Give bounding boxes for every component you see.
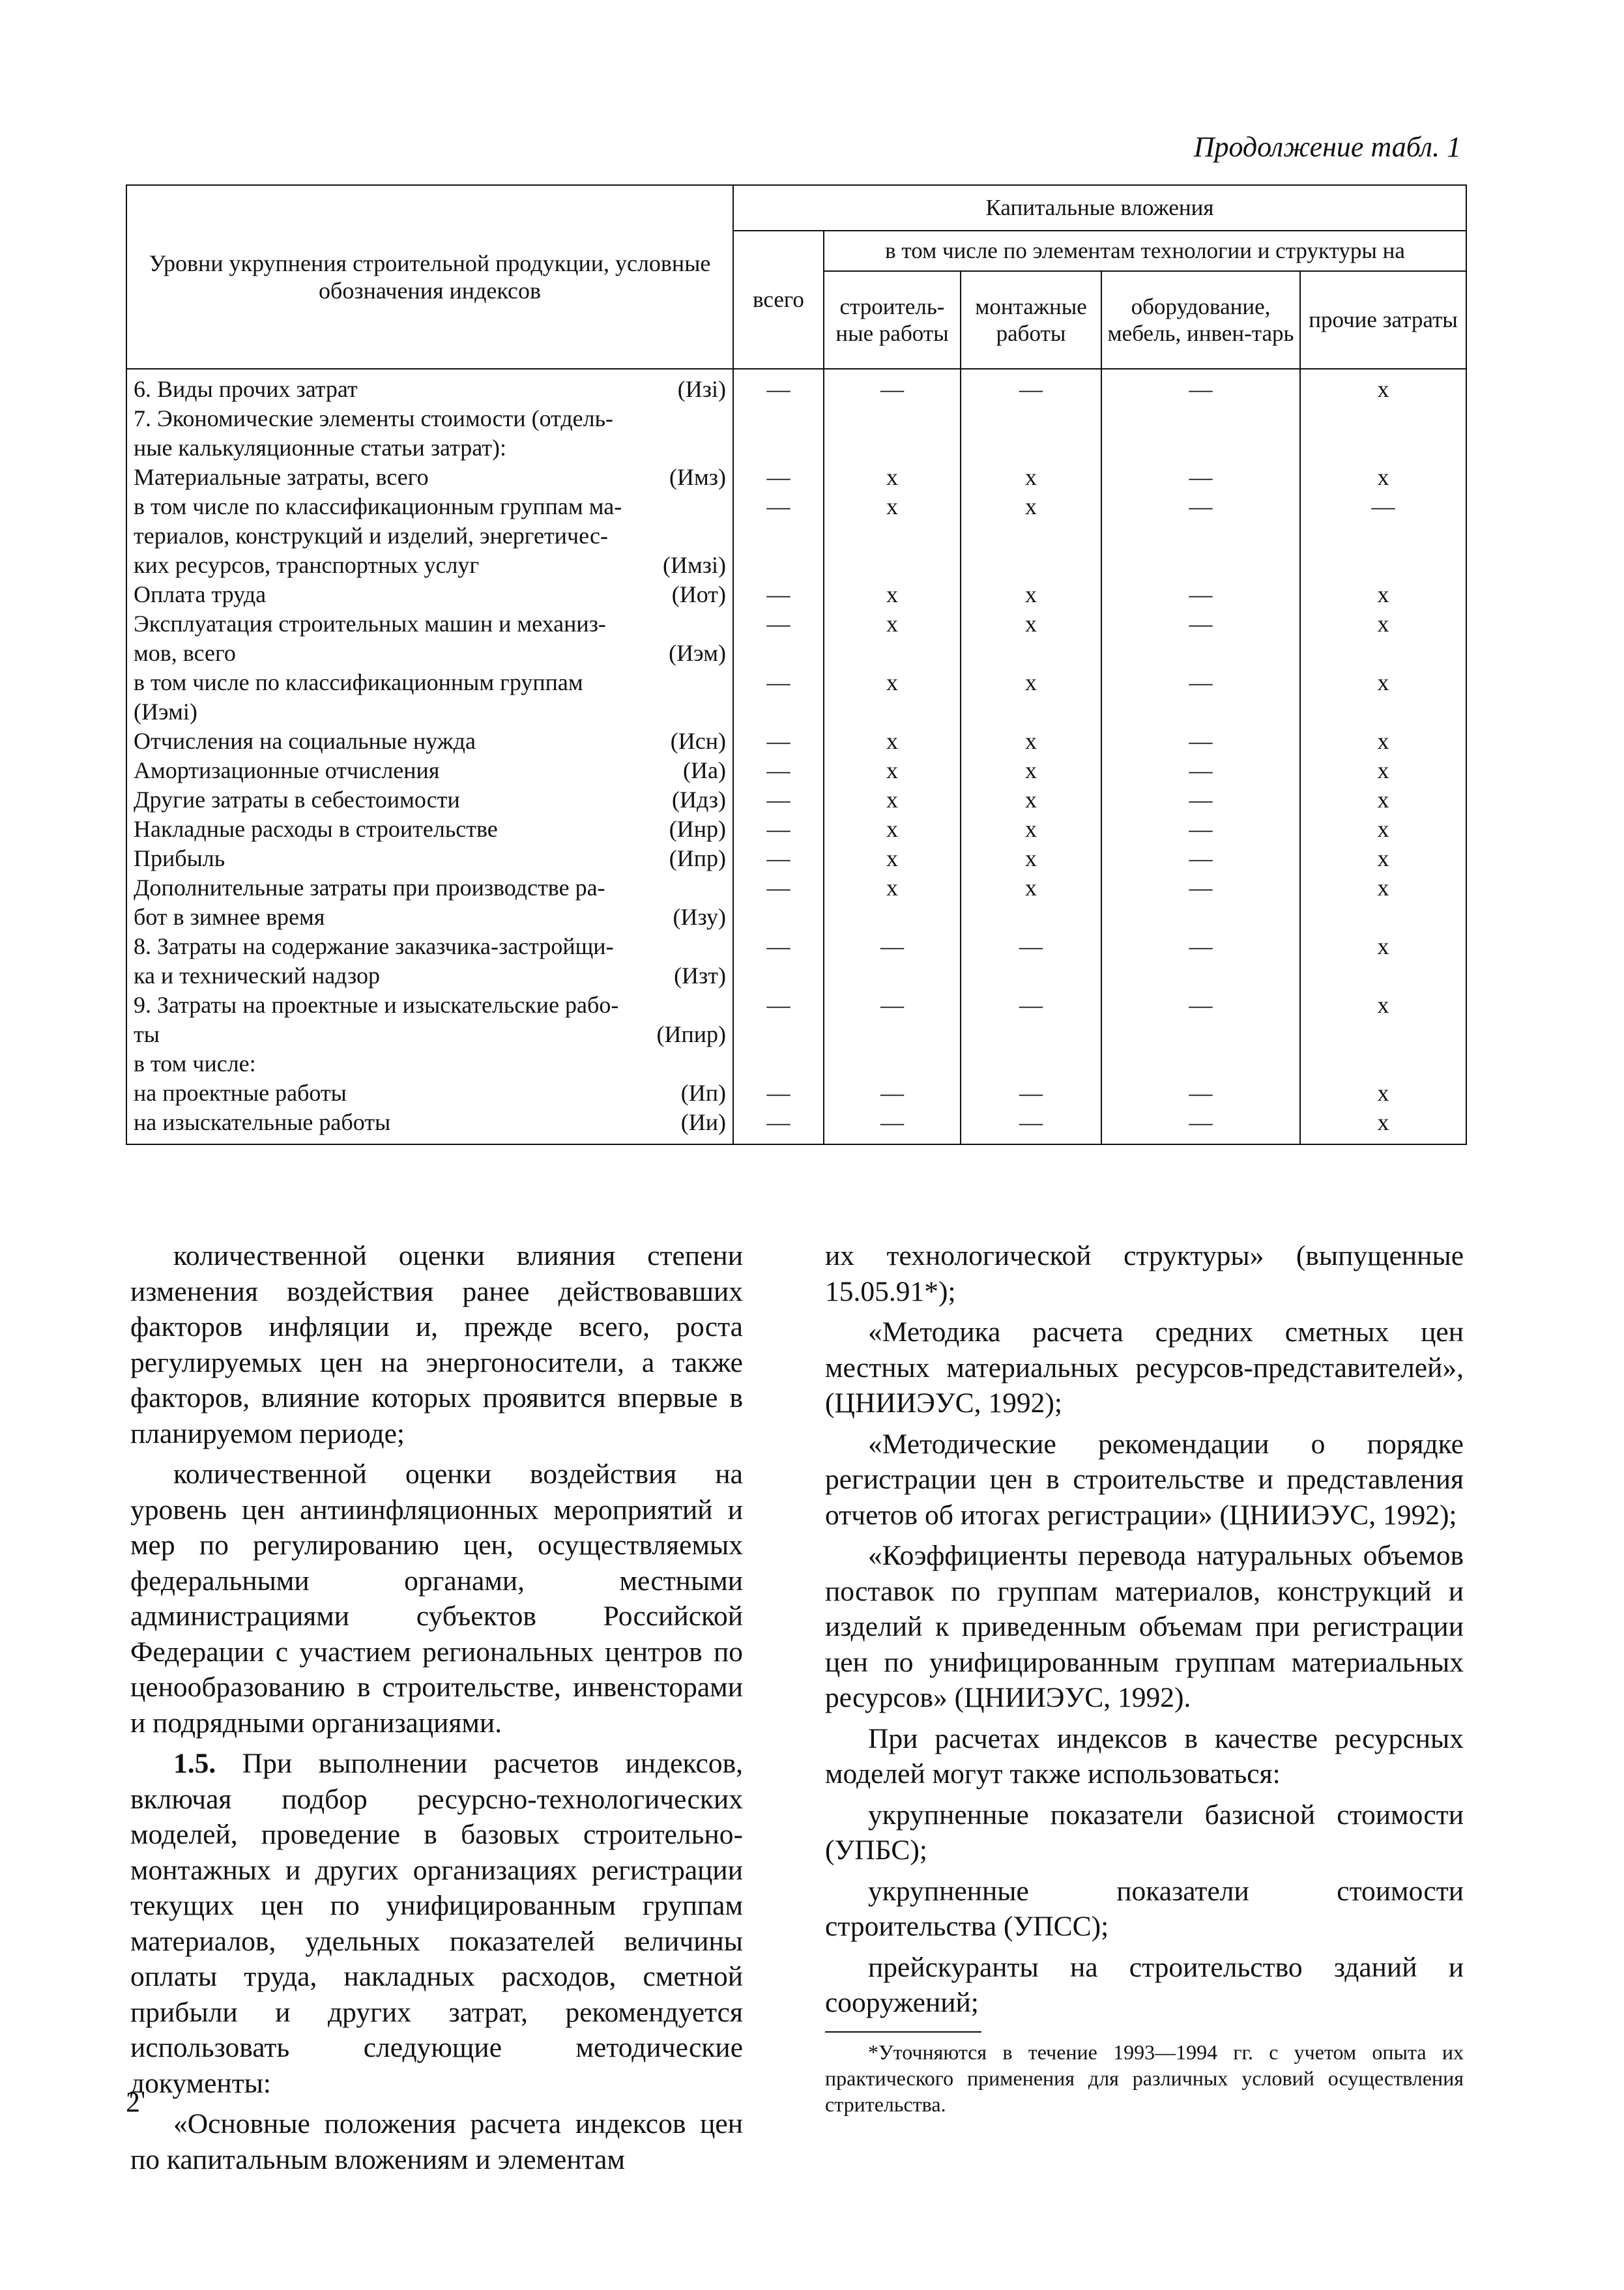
header-equipment: оборудование, мебель, инвен-тарь — [1101, 271, 1300, 369]
row-index-code — [719, 991, 726, 1020]
right-paragraph-4: «Коэффициенты перевода натуральных объемов поставок по группам материалов, конструкций и изделий к приведенным объемам при регистрации цен по унифицированным группам материальных ресурсов» (ЦНИИЭУС, 1992). — [825, 1540, 1464, 1713]
header-construction: строитель-ные работы — [824, 271, 961, 369]
cell-total: — — [733, 1079, 824, 1108]
right-paragraph-5: При расчетах индексов в качестве ресурсных моделей могут также использоваться: — [825, 1722, 1464, 1790]
table-row — [126, 580, 1466, 609]
footnote: *Уточняются в течение 1993—1994 гг. с учетом опыта их практического применения для различных условий осуществления стрительства. — [825, 2040, 1464, 2116]
cell-equipment: — — [1101, 1079, 1300, 1108]
table-row — [126, 1079, 1466, 1108]
table-row — [126, 873, 1466, 932]
table-row — [126, 815, 1466, 844]
row-index-code — [719, 873, 726, 903]
row-label-line — [134, 404, 726, 433]
right-paragraph-3: «Методические рекомендации о порядке регистрации цен в строительстве и представления отчетов об итогах регистрации» (ЦНИИЭУС, 1992); — [825, 1428, 1464, 1531]
row-label-line — [134, 961, 726, 991]
cell-equipment: — — [1101, 873, 1300, 932]
row-label-text: Накладные расходы в строительстве — [134, 816, 498, 842]
row-index-code — [719, 668, 726, 697]
row-index-code: (Ипр) — [669, 845, 726, 871]
table-row — [126, 1108, 1466, 1144]
row-label-text: в том числе по классификационным группам — [134, 669, 583, 695]
index-table-wrapper — [126, 184, 1466, 1145]
cell-total: — — [733, 369, 824, 404]
row-label-line — [134, 1108, 726, 1137]
cell-equipment: — — [1101, 369, 1300, 404]
row-label-line — [134, 580, 726, 609]
row-label-text: Материальные затраты, всего — [134, 464, 429, 490]
cell-other: x — [1300, 873, 1466, 932]
row-label-line — [134, 873, 726, 903]
row-label-text: на изыскательные работы — [134, 1109, 391, 1135]
cell-equipment: — — [1101, 668, 1300, 727]
left-paragraph-last: «Основные положения расчета индексов цен по капитальным вложениям и элементам — [130, 2108, 743, 2175]
row-label — [126, 844, 733, 873]
row-label — [126, 580, 733, 609]
header-installation: монтажные работы — [961, 271, 1101, 369]
row-label — [126, 668, 733, 727]
left-paragraph-2: количественной оценки воздействия на уровень цен антиинфляционных мероприятий и мер по регулированию цен, осуществляемых федеральными органами, местными администрациями субъектов Российской Федерации с участием региональных центров по ценообразованию в строительстве, инвенсторами и подрядными организациями. — [130, 1458, 743, 1739]
cell-total: — — [733, 932, 824, 991]
row-label-text: ка и технический надзор — [134, 963, 380, 989]
row-label-text: Амортизационные отчисления — [134, 757, 440, 783]
row-index-code: (Ии) — [680, 1109, 726, 1135]
cell-other: x — [1300, 844, 1466, 873]
cell-installation: x — [961, 815, 1101, 844]
cell-construction: — — [824, 991, 961, 1049]
left-paragraph-1: количественной оценки влияния степени изменения воздействия ранее действовавших факторов инфляции и, прежде всего, роста регулируемых цен на энергоносители, а также факторов, влияние которых проявится впервые в планируемом периоде; — [130, 1240, 743, 1449]
row-index-code — [719, 433, 726, 463]
cell-construction: x — [824, 727, 961, 756]
cell-construction: x — [824, 756, 961, 785]
table-row — [126, 932, 1466, 991]
cell-other: x — [1300, 1079, 1466, 1108]
cell-installation: x — [961, 727, 1101, 756]
row-index-code: (Изт) — [674, 963, 726, 989]
row-label — [126, 369, 733, 404]
cell-construction: — — [824, 1079, 961, 1108]
cell-construction: x — [824, 580, 961, 609]
row-label-text: 8. Затраты на содержание заказчика-застройщи- — [134, 933, 614, 959]
row-index-code — [719, 932, 726, 961]
row-label — [126, 609, 733, 668]
row-label — [126, 463, 733, 492]
cell-construction: — — [824, 1108, 961, 1144]
table-row — [126, 844, 1466, 873]
row-label-line — [134, 492, 726, 521]
table-row — [126, 756, 1466, 785]
row-index-code: (Ип) — [680, 1080, 726, 1106]
row-label-line — [134, 903, 726, 932]
cell-installation: x — [961, 463, 1101, 492]
cell-equipment: — — [1101, 991, 1300, 1049]
cell-equipment: — — [1101, 815, 1300, 844]
cell-equipment — [1101, 1049, 1300, 1079]
row-index-code: (Идз) — [672, 787, 726, 813]
cell-total: — — [733, 463, 824, 492]
cell-other: x — [1300, 756, 1466, 785]
left-column — [130, 1238, 743, 2182]
row-label-text: бот в зимнее время — [134, 904, 325, 930]
row-label-line — [134, 1049, 726, 1079]
cell-total: — — [733, 580, 824, 609]
cell-equipment: — — [1101, 463, 1300, 492]
row-label-line — [134, 463, 726, 492]
cell-construction: x — [824, 492, 961, 580]
row-label-line — [134, 375, 726, 404]
left-paragraph-numbered — [130, 1746, 743, 2101]
row-index-code: (Имз) — [669, 464, 726, 490]
table-row — [126, 727, 1466, 756]
cell-installation: — — [961, 932, 1101, 991]
row-label-line — [134, 844, 726, 873]
cell-construction: x — [824, 668, 961, 727]
header-capital: Капитальные вложения — [733, 185, 1466, 231]
cell-construction: — — [824, 369, 961, 404]
cell-other: x — [1300, 932, 1466, 991]
right-paragraph-1: их технологической структуры» (выпущенные 15.05.91*); — [825, 1240, 1464, 1307]
cell-total: — — [733, 815, 824, 844]
row-label — [126, 727, 733, 756]
right-paragraph-2: «Методика расчета средних сметных цен местных материальных ресурсов-представителей», (ЦНИИЭУС, 1992); — [825, 1316, 1464, 1419]
row-label-line — [134, 756, 726, 785]
cell-total: — — [733, 873, 824, 932]
row-label — [126, 815, 733, 844]
row-index-code — [719, 1049, 726, 1079]
cell-equipment: — — [1101, 727, 1300, 756]
row-label-line — [134, 551, 726, 580]
row-label-text: Другие затраты в себестоимости — [134, 787, 460, 813]
cell-total: — — [733, 756, 824, 785]
row-label — [126, 991, 733, 1049]
row-label-text: Отчисления на социальные нужда — [134, 728, 476, 754]
row-label-text: мов, всего — [134, 640, 236, 666]
row-label-text: 6. Виды прочих затрат — [134, 376, 358, 402]
row-label — [126, 492, 733, 580]
cell-construction: x — [824, 815, 961, 844]
row-label-text: Оплата труда — [134, 581, 267, 607]
row-label-line — [134, 639, 726, 668]
cell-construction: x — [824, 785, 961, 815]
page-number: 2 — [126, 2086, 140, 2118]
cell-equipment: — — [1101, 492, 1300, 580]
table-caption: Продолжение табл. 1 — [1193, 131, 1461, 163]
row-label-line — [134, 521, 726, 551]
cell-other — [1300, 1049, 1466, 1079]
row-index-code: (Исн) — [670, 728, 726, 754]
row-index-code — [719, 697, 726, 727]
row-label-text: в том числе: — [134, 1051, 256, 1077]
row-label-text: ких ресурсов, транспортных услуг — [134, 552, 480, 578]
table-body — [126, 369, 1466, 1144]
cell-installation — [961, 404, 1101, 463]
header-levels: Уровни укрупнения строительной продукции, условные обозначения индексов — [126, 185, 733, 369]
row-index-code: (Изi) — [677, 376, 726, 402]
row-index-code: (Иа) — [683, 757, 726, 783]
cell-other: x — [1300, 463, 1466, 492]
cell-other: x — [1300, 785, 1466, 815]
table-row — [126, 609, 1466, 668]
row-label-line — [134, 433, 726, 463]
row-label-line — [134, 697, 726, 727]
right-paragraph-8: прейскуранты на строительство зданий и сооружений; — [825, 1951, 1464, 2018]
row-index-code: (Инр) — [669, 816, 726, 842]
footnote-rule — [825, 2031, 981, 2033]
cell-total — [733, 1049, 824, 1079]
cell-construction: x — [824, 463, 961, 492]
cell-construction: x — [824, 873, 961, 932]
row-label-line — [134, 991, 726, 1020]
cell-construction: — — [824, 932, 961, 991]
row-label-text: Дополнительные затраты при производстве ра- — [134, 875, 605, 901]
cell-total: — — [733, 991, 824, 1049]
cell-equipment: — — [1101, 1108, 1300, 1144]
cell-equipment: — — [1101, 844, 1300, 873]
cell-other: x — [1300, 815, 1466, 844]
cell-installation: x — [961, 492, 1101, 580]
row-label — [126, 1108, 733, 1144]
row-label-text: ты — [134, 1021, 160, 1047]
row-label-text: 7. Экономические элементы стоимости (отдель- — [134, 405, 614, 431]
cell-other: x — [1300, 369, 1466, 404]
row-label-line — [134, 1020, 726, 1049]
table-row — [126, 492, 1466, 580]
row-index-code: (Имзi) — [663, 552, 726, 578]
row-label-line — [134, 609, 726, 639]
section-text: При выполнении расчетов индексов, включая подбор ресурсно-технологических моделей, проведение в базовых строительно-монтажных и других организациях регистрации текущих цен по унифицированным группам материалов, удельных показателей величины оплаты труда, накладных расходов, сметной прибыли и других затрат, рекомендуется использовать следующие методические документы: — [130, 1748, 743, 2099]
row-index-code — [719, 404, 726, 433]
cell-installation: x — [961, 756, 1101, 785]
row-label — [126, 873, 733, 932]
cell-total: — — [733, 668, 824, 727]
cell-total: — — [733, 492, 824, 580]
table-row — [126, 785, 1466, 815]
cell-equipment: — — [1101, 756, 1300, 785]
cell-installation — [961, 1049, 1101, 1079]
cell-other: — — [1300, 492, 1466, 580]
row-label-line — [134, 815, 726, 844]
cell-other: x — [1300, 1108, 1466, 1144]
cell-construction: x — [824, 844, 961, 873]
header-other: прочие затраты — [1300, 271, 1466, 369]
row-label — [126, 756, 733, 785]
row-index-code: (Ипир) — [656, 1021, 726, 1047]
cell-equipment: — — [1101, 609, 1300, 668]
row-index-code — [719, 521, 726, 551]
cell-installation: x — [961, 844, 1101, 873]
row-label-line — [134, 785, 726, 815]
cell-installation: — — [961, 1108, 1101, 1144]
cell-installation: x — [961, 609, 1101, 668]
cell-installation: x — [961, 580, 1101, 609]
row-index-code: (Изу) — [673, 904, 726, 930]
row-label — [126, 1079, 733, 1108]
cell-total — [733, 404, 824, 463]
row-label — [126, 785, 733, 815]
row-label — [126, 404, 733, 463]
header-total: всего — [733, 231, 824, 369]
row-label-text: Прибыль — [134, 845, 225, 871]
section-number: 1.5. — [173, 1748, 216, 1779]
cell-equipment — [1101, 404, 1300, 463]
row-label-text: Эксплуатация строительных машин и механиз- — [134, 611, 606, 637]
row-label — [126, 932, 733, 991]
index-table — [126, 184, 1467, 1145]
cell-other: x — [1300, 727, 1466, 756]
cell-other: x — [1300, 668, 1466, 727]
cell-total: — — [733, 727, 824, 756]
cell-installation: — — [961, 369, 1101, 404]
cell-equipment: — — [1101, 932, 1300, 991]
right-column — [825, 1238, 1464, 2123]
row-label-text: в том числе по классификационным группам ма- — [134, 493, 622, 519]
row-label-text: териалов, конструкций и изделий, энергетичес- — [134, 523, 608, 549]
cell-installation: x — [961, 873, 1101, 932]
row-index-code: (Иэм) — [669, 640, 726, 666]
row-label-line — [134, 932, 726, 961]
cell-other: x — [1300, 580, 1466, 609]
table-row — [126, 991, 1466, 1049]
right-paragraph-6: укрупненные показатели базисной стоимости (УПБС); — [825, 1799, 1464, 1866]
row-label-text: 9. Затраты на проектные и изыскательские рабо- — [134, 992, 619, 1018]
row-label-line — [134, 727, 726, 756]
row-label — [126, 1049, 733, 1079]
row-index-code — [719, 492, 726, 521]
cell-construction — [824, 1049, 961, 1079]
cell-total: — — [733, 609, 824, 668]
cell-other: x — [1300, 991, 1466, 1049]
table-row — [126, 1049, 1466, 1079]
cell-construction — [824, 404, 961, 463]
row-label-line — [134, 668, 726, 697]
table-row — [126, 463, 1466, 492]
header-including: в том числе по элементам технологии и структуры на — [824, 231, 1466, 271]
table-row — [126, 668, 1466, 727]
row-index-code: (Иот) — [671, 581, 726, 607]
row-label-text: (Иэмi) — [134, 699, 197, 725]
cell-equipment: — — [1101, 580, 1300, 609]
row-label-line — [134, 1079, 726, 1108]
cell-installation: x — [961, 668, 1101, 727]
cell-total: — — [733, 844, 824, 873]
cell-installation: — — [961, 991, 1101, 1049]
table-row — [126, 369, 1466, 404]
cell-other: x — [1300, 609, 1466, 668]
cell-installation: — — [961, 1079, 1101, 1108]
cell-installation: x — [961, 785, 1101, 815]
cell-other — [1300, 404, 1466, 463]
cell-equipment: — — [1101, 785, 1300, 815]
row-index-code — [719, 609, 726, 639]
cell-construction: x — [824, 609, 961, 668]
right-paragraph-7: укрупненные показатели стоимости строительства (УПСС); — [825, 1875, 1464, 1942]
row-label-text: ные калькуляционные статьи затрат): — [134, 435, 507, 461]
table-row — [126, 404, 1466, 463]
cell-total: — — [733, 785, 824, 815]
cell-total: — — [733, 1108, 824, 1144]
row-label-text: на проектные работы — [134, 1080, 347, 1106]
